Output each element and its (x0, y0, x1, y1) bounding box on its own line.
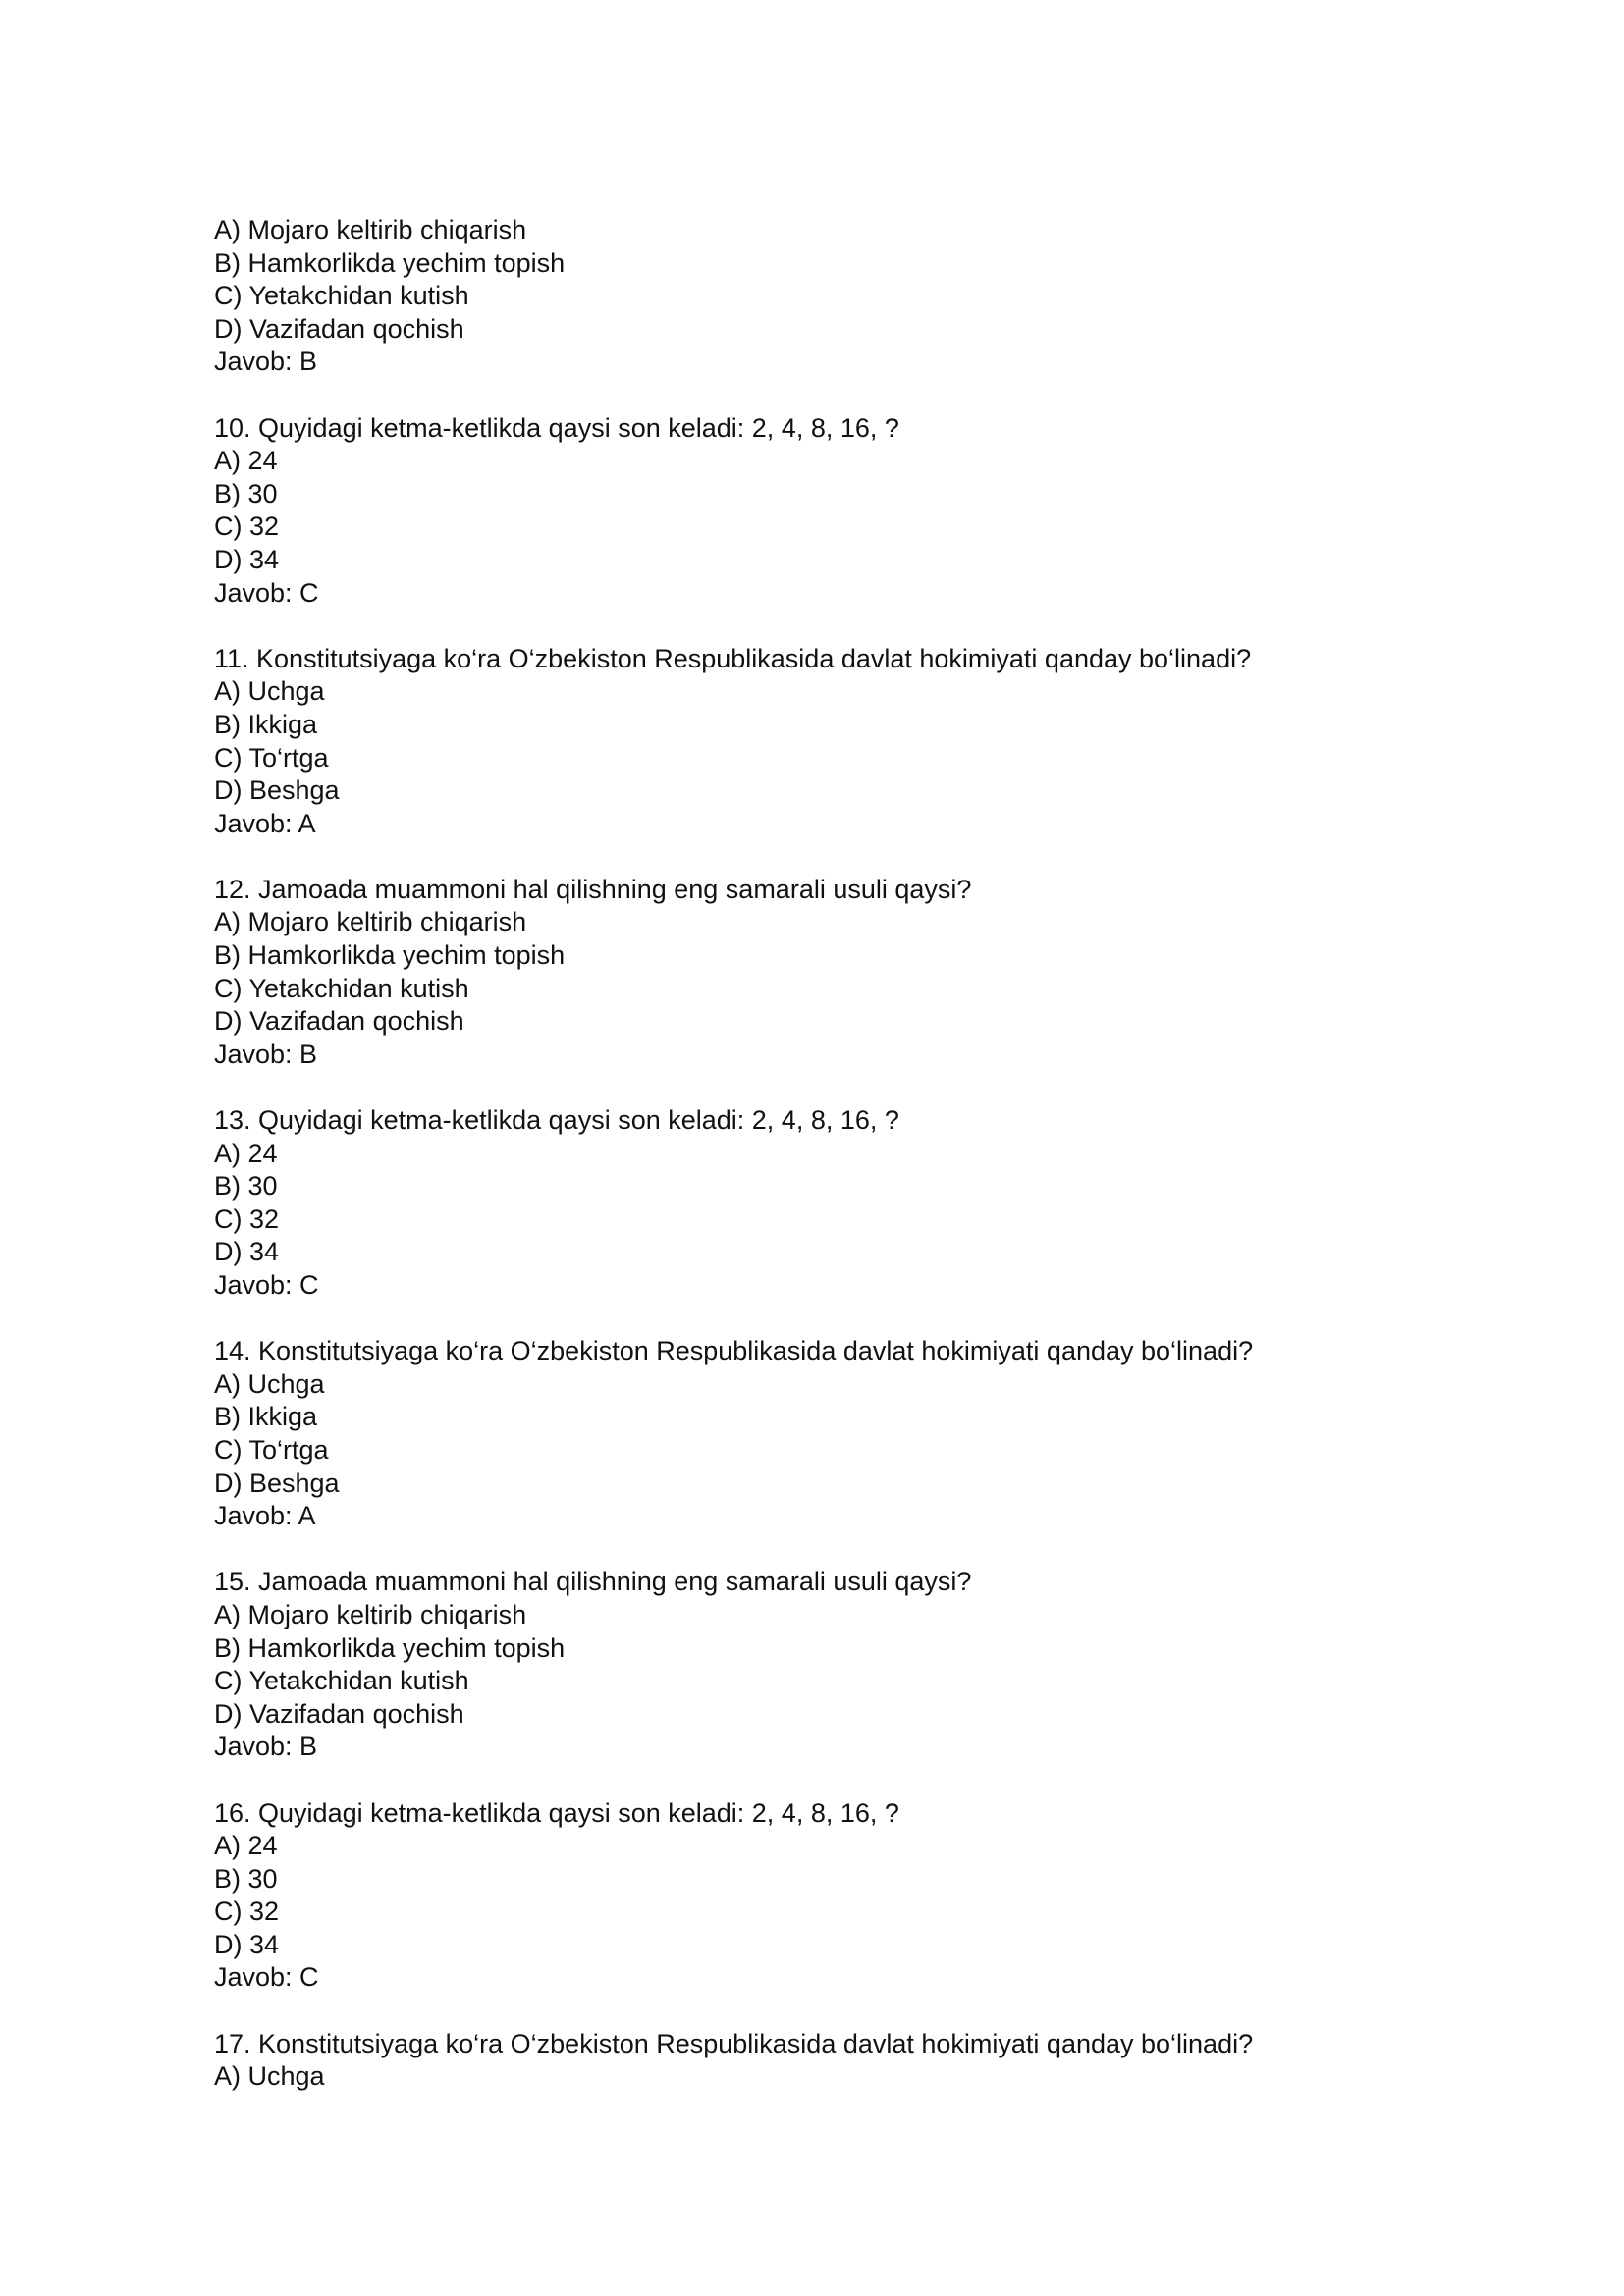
question-text: 13. Quyidagi ketma-ketlikda qaysi son keladi: 2, 4, 8, 16, ? (214, 1105, 899, 1136)
option-b: B) Hamkorlikda yechim topish (214, 1632, 566, 1663)
spacer (214, 840, 1490, 874)
question-block (214, 1797, 1490, 1996)
question-text: 17. Konstitutsiyaga ko‘ra O‘zbekiston Respublikasida davlat hokimiyati qanday bo‘linadi? (214, 2028, 1254, 2058)
option-b: B) Ikkiga (214, 1402, 318, 1432)
option-c: C) To‘rtga (214, 742, 329, 773)
question-text: 12. Jamoada muammoni hal qilishning eng samarali usuli qaysi? (214, 874, 972, 904)
option-d: D) Beshga (214, 775, 340, 806)
option-b: B) 30 (214, 1171, 278, 1201)
option-d: D) 34 (214, 544, 280, 574)
option-a: A) 24 (214, 1138, 278, 1168)
option-a: A) Mojaro keltirib chiqarish (214, 907, 527, 937)
option-b: B) 30 (214, 478, 278, 508)
answer-line: Javob: A (214, 808, 316, 838)
question-text: 14. Konstitutsiyaga ko‘ra O‘zbekiston Respublikasida davlat hokimiyati qanday bo‘linadi? (214, 1336, 1254, 1366)
document-body (214, 214, 1490, 2094)
spacer (214, 379, 1490, 412)
option-c: C) Yetakchidan kutish (214, 973, 469, 1003)
option-d: D) Vazifadan qochish (214, 313, 464, 344)
question-fragment (214, 214, 1490, 379)
answer-line: Javob: B (214, 347, 318, 377)
option-c: C) 32 (214, 1896, 280, 1927)
question-text: 11. Konstitutsiyaga ko‘ra O‘zbekiston Respublikasida davlat hokimiyati qanday bo‘linadi? (214, 643, 1252, 673)
option-a: A) Mojaro keltirib chiqarish (214, 215, 527, 244)
option-c: C) Yetakchidan kutish (214, 1666, 469, 1696)
spacer (214, 1533, 1490, 1567)
answer-line: Javob: B (214, 1732, 318, 1762)
option-a: A) Uchga (214, 676, 325, 707)
option-a: A) 24 (214, 1831, 278, 1861)
option-a: A) Uchga (214, 2061, 325, 2092)
question-block (214, 1335, 1490, 1533)
option-c: C) Yetakchidan kutish (214, 281, 469, 311)
question-text: 16. Quyidagi ketma-ketlikda qaysi son keladi: 2, 4, 8, 16, ? (214, 1797, 899, 1828)
option-d: D) Beshga (214, 1468, 340, 1498)
answer-line: Javob: C (214, 1270, 319, 1300)
option-b: B) Hamkorlikda yechim topish (214, 940, 566, 971)
spacer (214, 1764, 1490, 1797)
question-text: 15. Jamoada muammoni hal qilishning eng samarali usuli qaysi? (214, 1567, 972, 1597)
question-block (214, 874, 1490, 1072)
option-a: A) Uchga (214, 1368, 325, 1399)
answer-line: Javob: C (214, 1962, 319, 1993)
option-d: D) 34 (214, 1929, 280, 1959)
question-block (214, 2028, 1490, 2094)
answer-line: Javob: A (214, 1501, 316, 1531)
question-block (214, 412, 1490, 611)
option-d: D) 34 (214, 1237, 280, 1267)
option-c: C) 32 (214, 511, 280, 542)
question-text: 10. Quyidagi ketma-ketlikda qaysi son keladi: 2, 4, 8, 16, ? (214, 412, 899, 443)
option-c: C) 32 (214, 1203, 280, 1234)
option-a: A) Mojaro keltirib chiqarish (214, 1599, 527, 1629)
option-c: C) To‘rtga (214, 1434, 329, 1465)
spacer (214, 1995, 1490, 2028)
option-b: B) Hamkorlikda yechim topish (214, 247, 566, 278)
question-block (214, 643, 1490, 841)
question-block (214, 1566, 1490, 1764)
answer-line: Javob: B (214, 1039, 318, 1069)
option-a: A) 24 (214, 446, 278, 476)
spacer (214, 1071, 1490, 1104)
option-b: B) 30 (214, 1863, 278, 1894)
answer-line: Javob: C (214, 577, 319, 608)
question-block (214, 1104, 1490, 1303)
option-d: D) Vazifadan qochish (214, 1698, 464, 1729)
spacer (214, 1303, 1490, 1336)
spacer (214, 610, 1490, 643)
option-b: B) Ikkiga (214, 709, 318, 739)
option-d: D) Vazifadan qochish (214, 1006, 464, 1037)
